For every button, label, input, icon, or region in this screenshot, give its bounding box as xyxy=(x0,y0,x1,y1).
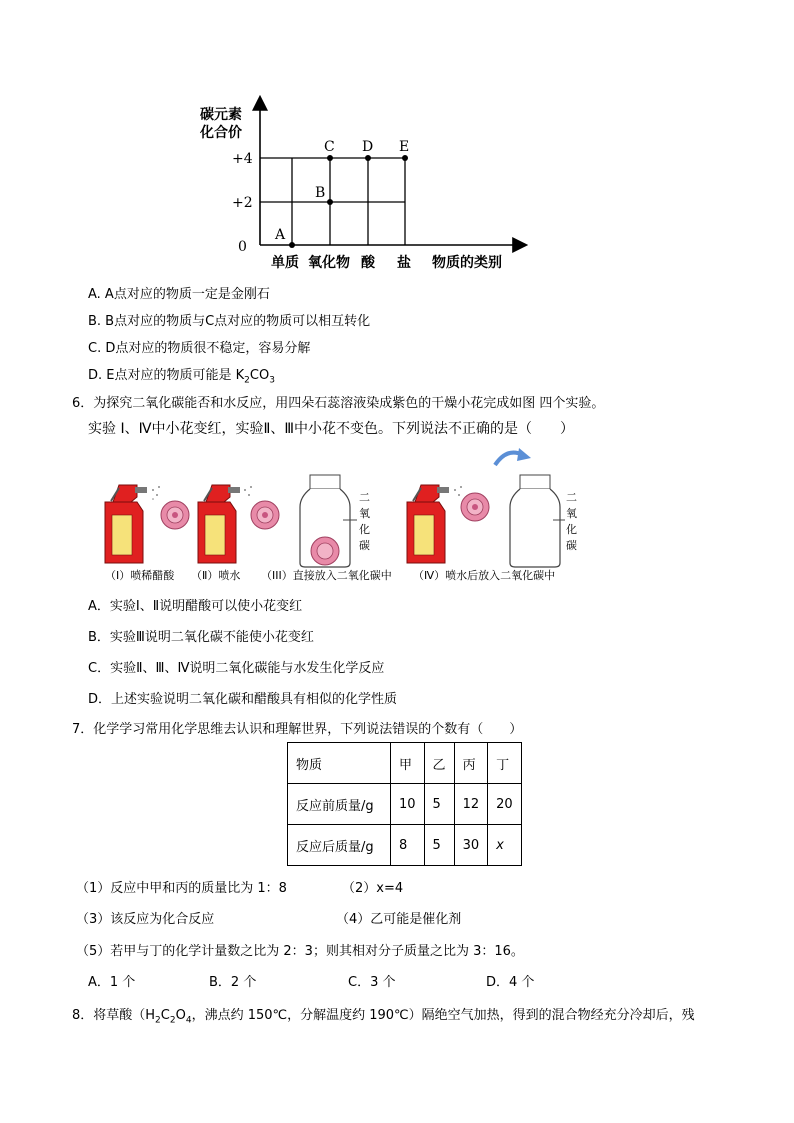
q7-choice-d: D．4 个 xyxy=(486,975,535,990)
gas-jar-icon xyxy=(300,475,357,567)
x-tick-2: 氧化物 xyxy=(308,255,350,271)
flower-icon xyxy=(461,493,489,521)
q8-stem: 8．将草酸（$H_2C_2O_4$，沸点约 150℃，分解温度约 190℃）隔绝空气加热，得到的混合物经充分冷却后，残 xyxy=(72,1008,695,1026)
jar1-label-1: 二 xyxy=(359,491,370,504)
sprayer-icon xyxy=(407,485,449,563)
point-d xyxy=(365,155,371,161)
q6-option-b: B．实验Ⅲ说明二氧化碳不能使小花变红 xyxy=(88,630,314,645)
table-cell: 物质 xyxy=(288,743,391,784)
q7-statement-5: （5）若甲与丁的化学计量数之比为 2：3；则其相对分子质量之比为 3：16。 xyxy=(76,944,524,959)
x-axis-label: 物质的类别 xyxy=(432,255,502,271)
caption-2: （Ⅱ）喷水 xyxy=(191,569,241,582)
x-tick-1: 单质 xyxy=(271,255,299,271)
table-header-row xyxy=(288,743,522,784)
table-cell: 甲 xyxy=(391,743,425,784)
table-cell: 丙 xyxy=(454,743,488,784)
y-label-1: 碳元素 xyxy=(200,107,242,123)
q5-option-c: C. D点对应的物质很不稳定，容易分解 xyxy=(88,341,311,356)
q6-stem-line1: 6．为探究二氧化碳能否和水反应，用四朵石蕊溶液染成紫色的干燥小花完成如图 四个实验。 xyxy=(72,396,605,411)
y-tick-0: 0 xyxy=(238,239,247,255)
jar1-label-2: 氧 xyxy=(359,507,370,520)
q6-stem-line2: 实验 I、Ⅳ中小花变红，实验Ⅱ、Ⅲ中小花不变色。下列说法不正确的是（ ） xyxy=(88,421,575,437)
table-cell: 反应前质量/g xyxy=(288,784,391,825)
flower-icon xyxy=(161,501,189,529)
spray-mist-icon xyxy=(454,486,462,496)
table-cell: 20 xyxy=(488,784,522,825)
point-b xyxy=(327,199,333,205)
point-a xyxy=(289,242,295,248)
point-label-b: B xyxy=(315,185,326,201)
q7-choice-b: B．2 个 xyxy=(209,975,257,990)
table-cell: 5 xyxy=(424,784,454,825)
q5-option-a: A. A点对应的物质一定是金刚石 xyxy=(88,287,270,302)
point-c xyxy=(327,155,333,161)
table-row xyxy=(288,825,522,866)
jar2-label-1: 二 xyxy=(566,491,577,504)
point-label-c: C xyxy=(324,139,335,155)
q5-option-d: D. E点对应的物质可能是 $K_2CO_3$ xyxy=(88,368,275,386)
table-cell: 12 xyxy=(454,784,488,825)
table-cell: 5 xyxy=(424,825,454,866)
point-label-d: D xyxy=(362,139,374,155)
mass-table xyxy=(287,742,522,866)
jar1-label-3: 化 xyxy=(359,523,370,536)
q6-option-a: A．实验Ⅰ、Ⅱ说明醋酸可以使小花变红 xyxy=(88,599,303,614)
point-e xyxy=(402,155,408,161)
experiment-illustration xyxy=(95,445,585,585)
q7-statement-1: （1）反应中甲和丙的质量比为 1：8 xyxy=(76,881,287,896)
table-cell: 10 xyxy=(391,784,425,825)
table-cell: x xyxy=(488,825,522,866)
table-cell: 30 xyxy=(454,825,488,866)
q6-option-d: D．上述实验说明二氧化碳和醋酸具有相似的化学性质 xyxy=(88,692,398,707)
point-label-e: E xyxy=(399,139,410,155)
jar1-label-4: 碳 xyxy=(359,539,370,552)
caption-4: （Ⅳ）喷水后放入二氧化碳中 xyxy=(413,569,556,582)
q7-stem: 7．化学学习常用化学思维去认识和理解世界，下列说法错误的个数有（ ） xyxy=(72,722,523,737)
q7-statement-4: （4）乙可能是催化剂 xyxy=(336,912,462,927)
caption-3: （III）直接放入二氧化碳中 xyxy=(261,569,392,582)
q7-choice-c: C．3 个 xyxy=(348,975,396,990)
y-tick-4: +4 xyxy=(232,151,253,167)
jar2-label-3: 化 xyxy=(566,523,577,536)
q5-option-b: B. B点对应的物质与C点对应的物质可以相互转化 xyxy=(88,314,371,329)
caption-1: （I）喷稀醋酸 xyxy=(105,569,175,582)
table-cell: 反应后质量/g xyxy=(288,825,391,866)
sprayer-icon xyxy=(198,485,240,563)
jar2-label-4: 碳 xyxy=(566,539,577,552)
q7-choice-a: A．1 个 xyxy=(88,975,136,990)
table-cell: 丁 xyxy=(488,743,522,784)
table-cell: 乙 xyxy=(424,743,454,784)
y-tick-2: +2 xyxy=(232,195,253,211)
x-tick-3: 酸 xyxy=(361,255,375,271)
q7-statement-2: （2）x=4 xyxy=(342,881,404,896)
point-label-a: A xyxy=(275,227,286,243)
spray-mist-icon xyxy=(244,486,252,496)
table-cell: 8 xyxy=(391,825,425,866)
spray-mist-icon xyxy=(152,486,160,500)
valence-chart xyxy=(200,95,535,275)
y-label-2: 化合价 xyxy=(200,125,242,141)
sprayer-icon xyxy=(105,485,147,563)
x-tick-4: 盐 xyxy=(397,255,411,271)
jar2-label-2: 氧 xyxy=(566,507,577,520)
q6-option-c: C．实验Ⅱ、Ⅲ、Ⅳ说明二氧化碳能与水发生化学反应 xyxy=(88,661,385,676)
q7-statement-3: （3）该反应为化合反应 xyxy=(76,912,215,927)
table-row xyxy=(288,784,522,825)
flower-icon xyxy=(251,501,279,529)
gas-jar-icon xyxy=(510,475,565,567)
